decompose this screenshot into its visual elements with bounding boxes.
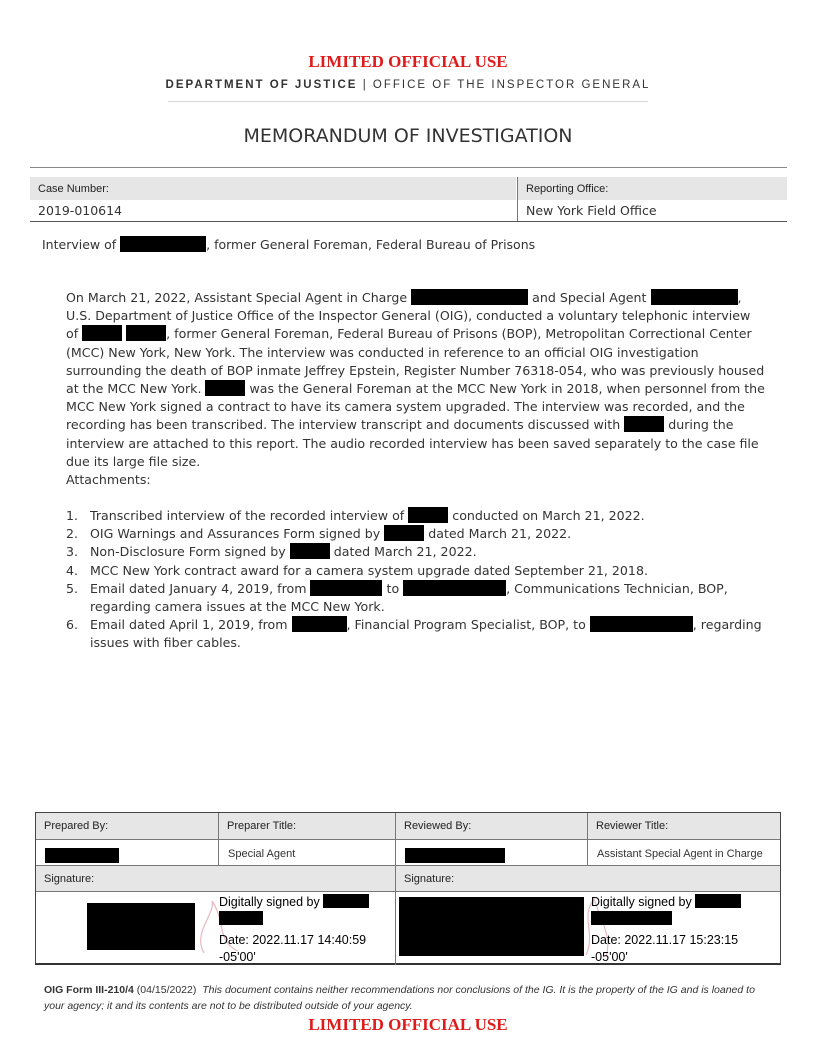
right-digital-signature bbox=[591, 894, 776, 966]
form-date: (04/15/2022) bbox=[136, 984, 197, 996]
redaction-box bbox=[323, 894, 369, 908]
redaction-box bbox=[403, 580, 506, 596]
subject-line bbox=[42, 236, 535, 252]
signed-by-line bbox=[219, 894, 389, 911]
redaction-box bbox=[219, 911, 263, 925]
reviewer-title-label: Reviewer Title: bbox=[588, 813, 780, 839]
header-separator: | bbox=[362, 79, 368, 91]
redaction-box bbox=[292, 616, 347, 632]
reviewed-by-label: Reviewed By: bbox=[396, 813, 587, 839]
column-divider bbox=[218, 813, 219, 866]
list-item bbox=[66, 543, 766, 561]
redaction-box bbox=[695, 894, 741, 908]
preparer-title: Special Agent bbox=[228, 848, 296, 860]
body-paragraph bbox=[66, 289, 766, 471]
redaction-box bbox=[405, 848, 505, 863]
signature-label-right: Signature: bbox=[396, 866, 780, 892]
preparer-title-label: Preparer Title: bbox=[219, 813, 395, 839]
signature-redaction bbox=[399, 897, 584, 956]
signer-redaction-line bbox=[219, 911, 389, 928]
list-item bbox=[66, 616, 766, 652]
subject-suffix: , former General Foreman, Federal Bureau of Prisons bbox=[206, 237, 536, 252]
list-item bbox=[66, 525, 766, 543]
sign-timezone: -05'00' bbox=[591, 950, 628, 964]
list-item bbox=[66, 507, 766, 525]
list-number: 4. bbox=[66, 562, 79, 578]
form-id: OIG Form III-210/4 bbox=[44, 984, 134, 996]
row-divider bbox=[36, 839, 780, 840]
signed-by-text: Digitally signed by bbox=[219, 895, 320, 909]
attachment-text: , regarding issues with fiber cables. bbox=[90, 617, 762, 651]
body-text-3: , U.S. Department of Justice Office of the Inspector General (OIG), conducted a voluntary telephonic interview of bbox=[66, 290, 751, 342]
reviewer-title: Assistant Special Agent in Charge bbox=[597, 848, 763, 860]
attachment-text: to bbox=[386, 580, 400, 596]
redaction-box bbox=[205, 380, 245, 396]
redaction-box bbox=[408, 507, 448, 523]
sign-timezone: -05'00' bbox=[219, 950, 256, 964]
redaction-box bbox=[290, 543, 330, 559]
signed-by-text: Digitally signed by bbox=[591, 895, 692, 909]
signed-by-line bbox=[591, 894, 776, 911]
redaction-box bbox=[651, 289, 738, 305]
redaction-box bbox=[624, 416, 664, 432]
list-number: 3. bbox=[66, 544, 79, 560]
attachment-text: MCC New York contract award for a camera system upgrade dated September 21, 2018. bbox=[90, 562, 648, 578]
attachment-text: dated March 21, 2022. bbox=[428, 526, 572, 542]
footer-disclaimer: This document contains neither recommendations nor conclusions of the IG. It is the property of the IG and is loaned to your agency; it and its contents are not to be distributed outside of your agency. bbox=[44, 984, 755, 1012]
body-text-2: and Special Agent bbox=[532, 290, 647, 305]
attachment-text: , Financial Program Specialist, BOP, to bbox=[346, 617, 586, 633]
body-text-5: was the General Foreman at the MCC New York in 2018, when personnel from the MCC New York signed a contract to have its camera system upgraded. The interview was recorded, and the recording has been transcribed. The interview transcript and documents discussed with bbox=[66, 381, 765, 433]
case-number-label: Case Number: bbox=[30, 177, 516, 200]
form-footer bbox=[44, 982, 774, 1014]
redaction-box bbox=[120, 236, 206, 252]
reporting-office-label: Reporting Office: bbox=[517, 177, 787, 200]
signature-label-left: Signature: bbox=[36, 866, 395, 892]
attachment-text: Email dated January 4, 2019, from bbox=[90, 580, 307, 596]
attachment-text: Non-Disclosure Form signed by bbox=[90, 544, 286, 560]
department-name: DEPARTMENT OF JUSTICE bbox=[165, 79, 358, 91]
classification-banner-top: LIMITED OFFICIAL USE bbox=[308, 52, 508, 71]
row-divider bbox=[36, 891, 780, 892]
body-text-1: On March 21, 2022, Assistant Special Agent in Charge bbox=[66, 290, 408, 305]
attachment-text: , Communications Technician, BOP, regarding camera issues at the MCC New York. bbox=[90, 580, 728, 615]
attachment-text: conducted on March 21, 2022. bbox=[452, 508, 645, 523]
redaction-box bbox=[384, 525, 424, 541]
attachment-text: Email dated April 1, 2019, from bbox=[90, 617, 288, 633]
prepared-by-label: Prepared By: bbox=[36, 813, 218, 839]
list-item bbox=[66, 562, 766, 580]
case-info-table bbox=[30, 177, 787, 222]
list-number: 1. bbox=[66, 508, 79, 523]
attachment-text: dated March 21, 2022. bbox=[333, 544, 477, 560]
redaction-box bbox=[590, 616, 693, 632]
classification-banner-bottom: LIMITED OFFICIAL USE bbox=[308, 1015, 508, 1034]
memo-body bbox=[66, 289, 766, 471]
list-number: 5. bbox=[66, 580, 79, 596]
redaction-box bbox=[411, 289, 528, 305]
signature-table bbox=[35, 812, 781, 965]
redaction-box bbox=[45, 848, 119, 863]
case-number-value: 2019-010614 bbox=[38, 203, 123, 218]
redaction-box bbox=[126, 325, 166, 341]
list-item bbox=[66, 580, 766, 616]
sign-date: Date: 2022.11.17 14:40:59 bbox=[219, 933, 367, 947]
reporting-office-value: New York Field Office bbox=[517, 200, 787, 221]
list-number: 2. bbox=[66, 526, 79, 542]
body-text-4: , former General Foreman, Federal Bureau of Prisons (BOP), Metropolitan Correctional Center (MCC) New York, New York. The interview was conducted in reference to an official OIG investigation surrounding the death of BOP inmate Jeffrey Epstein, Register Number 76318-054, who was previously housed at the MCC New York. bbox=[66, 326, 765, 397]
attachments-list bbox=[66, 507, 766, 653]
header-divider bbox=[168, 101, 648, 102]
attachment-text: Transcribed interview of the recorded interview of bbox=[90, 508, 405, 523]
sign-date: Date: 2022.11.17 15:23:15 bbox=[591, 933, 739, 947]
signature-redaction bbox=[87, 903, 195, 950]
signer-redaction-line bbox=[591, 911, 776, 928]
preparer-name bbox=[36, 840, 218, 866]
redaction-box bbox=[591, 911, 672, 925]
attachments-label: Attachments: bbox=[66, 472, 151, 487]
column-divider bbox=[587, 813, 588, 866]
subject-prefix: Interview of bbox=[42, 237, 117, 252]
department-header bbox=[0, 79, 816, 91]
row-divider bbox=[36, 865, 780, 866]
body-text-6: during the interview are attached to this report. The audio recorded interview has been saved separately to the case file due its large file size. bbox=[66, 417, 759, 469]
attachment-text: OIG Warnings and Assurances Form signed by bbox=[90, 526, 381, 542]
title-divider bbox=[30, 167, 787, 168]
office-name: OFFICE OF THE INSPECTOR GENERAL bbox=[372, 79, 651, 91]
reviewer-name bbox=[396, 840, 587, 866]
redaction-box bbox=[82, 325, 122, 341]
list-number: 6. bbox=[66, 617, 79, 633]
left-digital-signature bbox=[219, 894, 389, 966]
memo-title: MEMORANDUM OF INVESTIGATION bbox=[243, 125, 573, 147]
column-divider bbox=[395, 813, 396, 965]
redaction-box bbox=[310, 580, 382, 596]
